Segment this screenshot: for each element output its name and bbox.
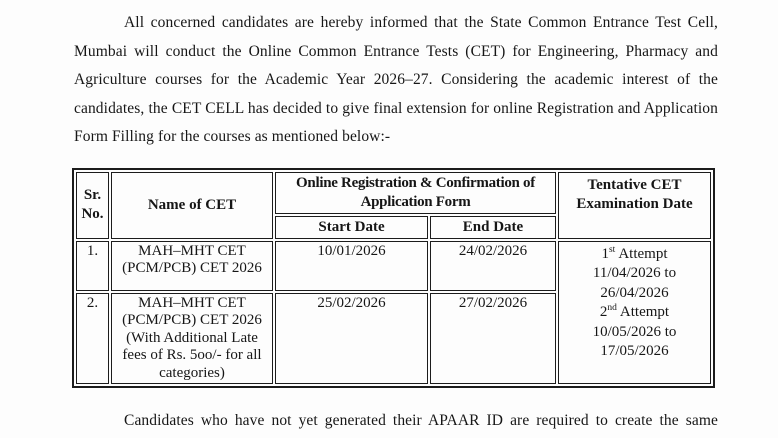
header-name-of-cet: Name of CET bbox=[111, 172, 273, 239]
intro-line-2: Mumbai will conduct the Online Common Entrance Tests (CET) for Engineering, Pharmacy and bbox=[74, 42, 718, 60]
cell-end-2: 27/02/2026 bbox=[430, 293, 556, 385]
table-row-1 bbox=[76, 241, 711, 291]
attempt-1-ordinal-suffix: st bbox=[608, 244, 616, 255]
header-exam-date: Tentative CET Examination Date bbox=[558, 172, 711, 239]
header-start-date: Start Date bbox=[275, 216, 428, 239]
cell-sr-2: 2. bbox=[76, 293, 109, 385]
cell-end-1: 24/02/2026 bbox=[430, 241, 556, 291]
attempt-2-ordinal-suffix: nd bbox=[607, 303, 617, 314]
intro-line-4: candidates, the CET CELL has decided to give final extension for online Registration and Application bbox=[74, 99, 718, 117]
intro-paragraph bbox=[74, 9, 718, 152]
header-end-date: End Date bbox=[430, 216, 556, 239]
attempt-2-date-to: 17/05/2026 bbox=[600, 343, 669, 360]
footer-paragraph: Candidates who have not yet generated their APAAR ID are required to create the same bbox=[124, 412, 718, 430]
attempt-1-date-to: 26/04/2026 bbox=[600, 284, 669, 301]
intro-line-3: Agriculture courses for the Academic Year 2026–27. Considering the academic interest of the bbox=[74, 71, 718, 89]
cell-start-2: 25/02/2026 bbox=[275, 293, 428, 385]
cell-name-1: MAH–MHT CET (PCM/PCB) CET 2026 bbox=[111, 241, 273, 291]
intro-line-1: All concerned candidates are hereby informed that the State Common Entrance Test Cell, bbox=[124, 14, 718, 31]
exam-schedule-cell bbox=[558, 241, 711, 385]
attempt-1-title: 1st Attempt bbox=[601, 244, 668, 262]
header-sr-no: Sr. No. bbox=[76, 172, 109, 239]
cell-start-1: 10/01/2026 bbox=[275, 241, 428, 291]
cet-schedule-table bbox=[72, 168, 715, 389]
attempt-1-date-from: 11/04/2026 to bbox=[592, 265, 677, 282]
attempt-2-title: 2nd Attempt bbox=[599, 303, 670, 321]
intro-line-5: Form Filling for the courses as mentioned below:- bbox=[74, 128, 391, 146]
cell-name-2: MAH–MHT CET (PCM/PCB) CET 2026 (With Additional Late fees of Rs. 5oo/- for all categories) bbox=[111, 293, 273, 385]
cell-sr-1: 1. bbox=[76, 241, 109, 291]
header-registration-span: Online Registration & Confirmation of Application Form bbox=[275, 172, 556, 214]
attempt-2-date-from: 10/05/2026 to bbox=[592, 323, 677, 340]
